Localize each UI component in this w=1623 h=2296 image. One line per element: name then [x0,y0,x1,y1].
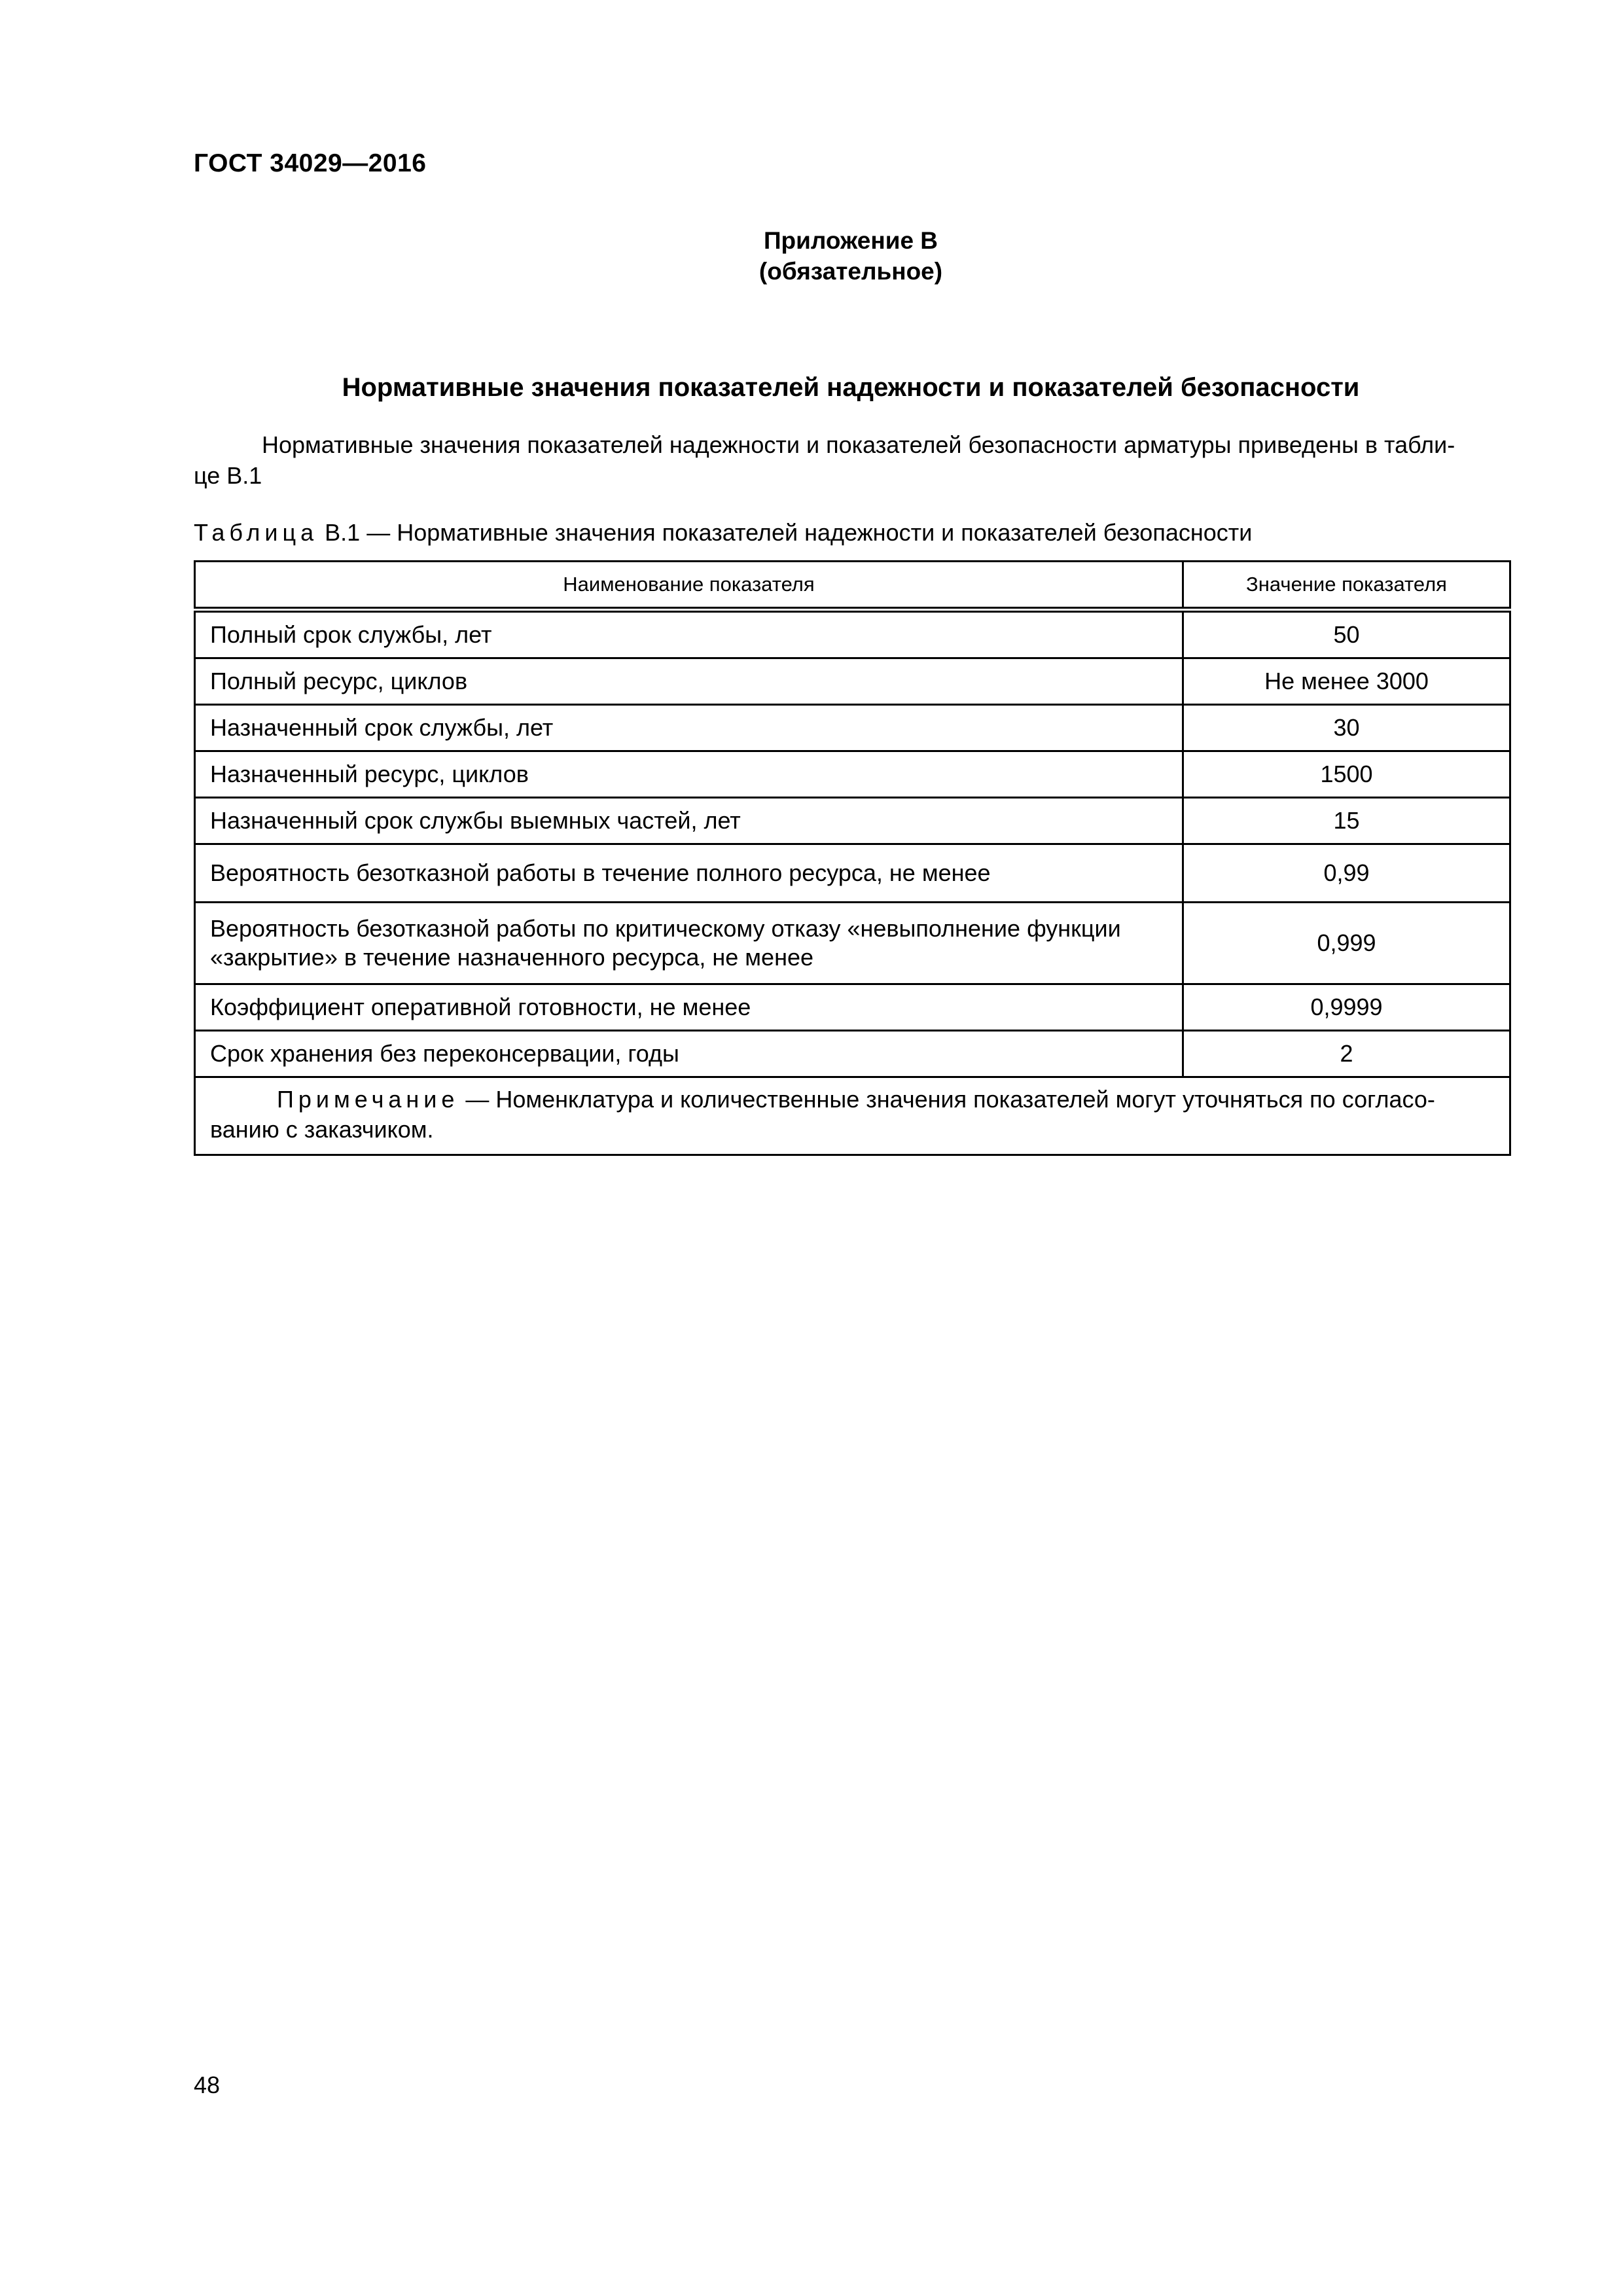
intro-line-1: Нормативные значения показателей надежности и показателей безопасности арматуры приведены в табли- [262,431,1455,458]
row-name: Полный срок службы, лет [195,610,1183,658]
row-value: 50 [1183,610,1510,658]
row-name: Полный ресурс, циклов [195,658,1183,705]
row-name-line-1: Вероятность безотказной работы по критическому отказу «невыполнение функции [210,915,1121,942]
table-row [195,705,1510,751]
table-note [195,1077,1510,1155]
column-header-value: Значение показателя [1183,562,1510,610]
table-row [195,984,1510,1031]
row-value: 0,99 [1183,844,1510,903]
note-text-line-2: ванию с заказчиком. [210,1116,434,1143]
table-row [195,903,1510,984]
table-row [195,610,1510,658]
row-value: Не менее 3000 [1183,658,1510,705]
row-name-line-2: «закрытие» в течение назначенного ресурса, не менее [210,944,813,971]
section-title: Нормативные значения показателей надежности и показателей безопасности [342,373,1360,402]
row-name: Коэффициент оперативной готовности, не менее [195,984,1183,1031]
page-number: 48 [194,2072,221,2098]
row-value: 30 [1183,705,1510,751]
table-caption-label: Таблица [194,519,319,546]
row-value: 2 [1183,1031,1510,1077]
document-id: ГОСТ 34029—2016 [194,149,427,177]
table-row [195,844,1510,903]
intro-line-2: це В.1 [194,462,262,489]
table-row [195,658,1510,705]
table-row [195,1031,1510,1077]
note-text-line-1: — Номенклатура и количественные значения показателей могут уточняться по согласо- [459,1086,1435,1113]
table-header-row [195,562,1510,610]
row-name: Назначенный срок службы, лет [195,705,1183,751]
row-value: 0,9999 [1183,984,1510,1031]
appendix-title: Приложение В [763,227,938,254]
table-caption-text: В.1 — Нормативные значения показателей надежности и показателей безопасности [325,519,1253,546]
table-row [195,798,1510,844]
row-value: 15 [1183,798,1510,844]
note-label: Примечание [277,1086,459,1113]
intro-paragraph [194,429,1509,491]
appendix-status: (обязательное) [758,258,943,285]
table-note-row [195,1077,1510,1155]
row-name: Назначенный срок службы выемных частей, лет [195,798,1183,844]
row-name: Срок хранения без переконсервации, годы [195,1031,1183,1077]
row-value: 0,999 [1183,903,1510,984]
column-header-name: Наименование показателя [195,562,1183,610]
appendix-heading [0,225,1623,287]
table-caption [194,518,1252,547]
table-row [195,751,1510,798]
row-name [195,903,1183,984]
row-name: Назначенный ресурс, циклов [195,751,1183,798]
row-name: Вероятность безотказной работы в течение полного ресурса, не менее [195,844,1183,903]
row-value: 1500 [1183,751,1510,798]
indicators-table [194,560,1511,1156]
